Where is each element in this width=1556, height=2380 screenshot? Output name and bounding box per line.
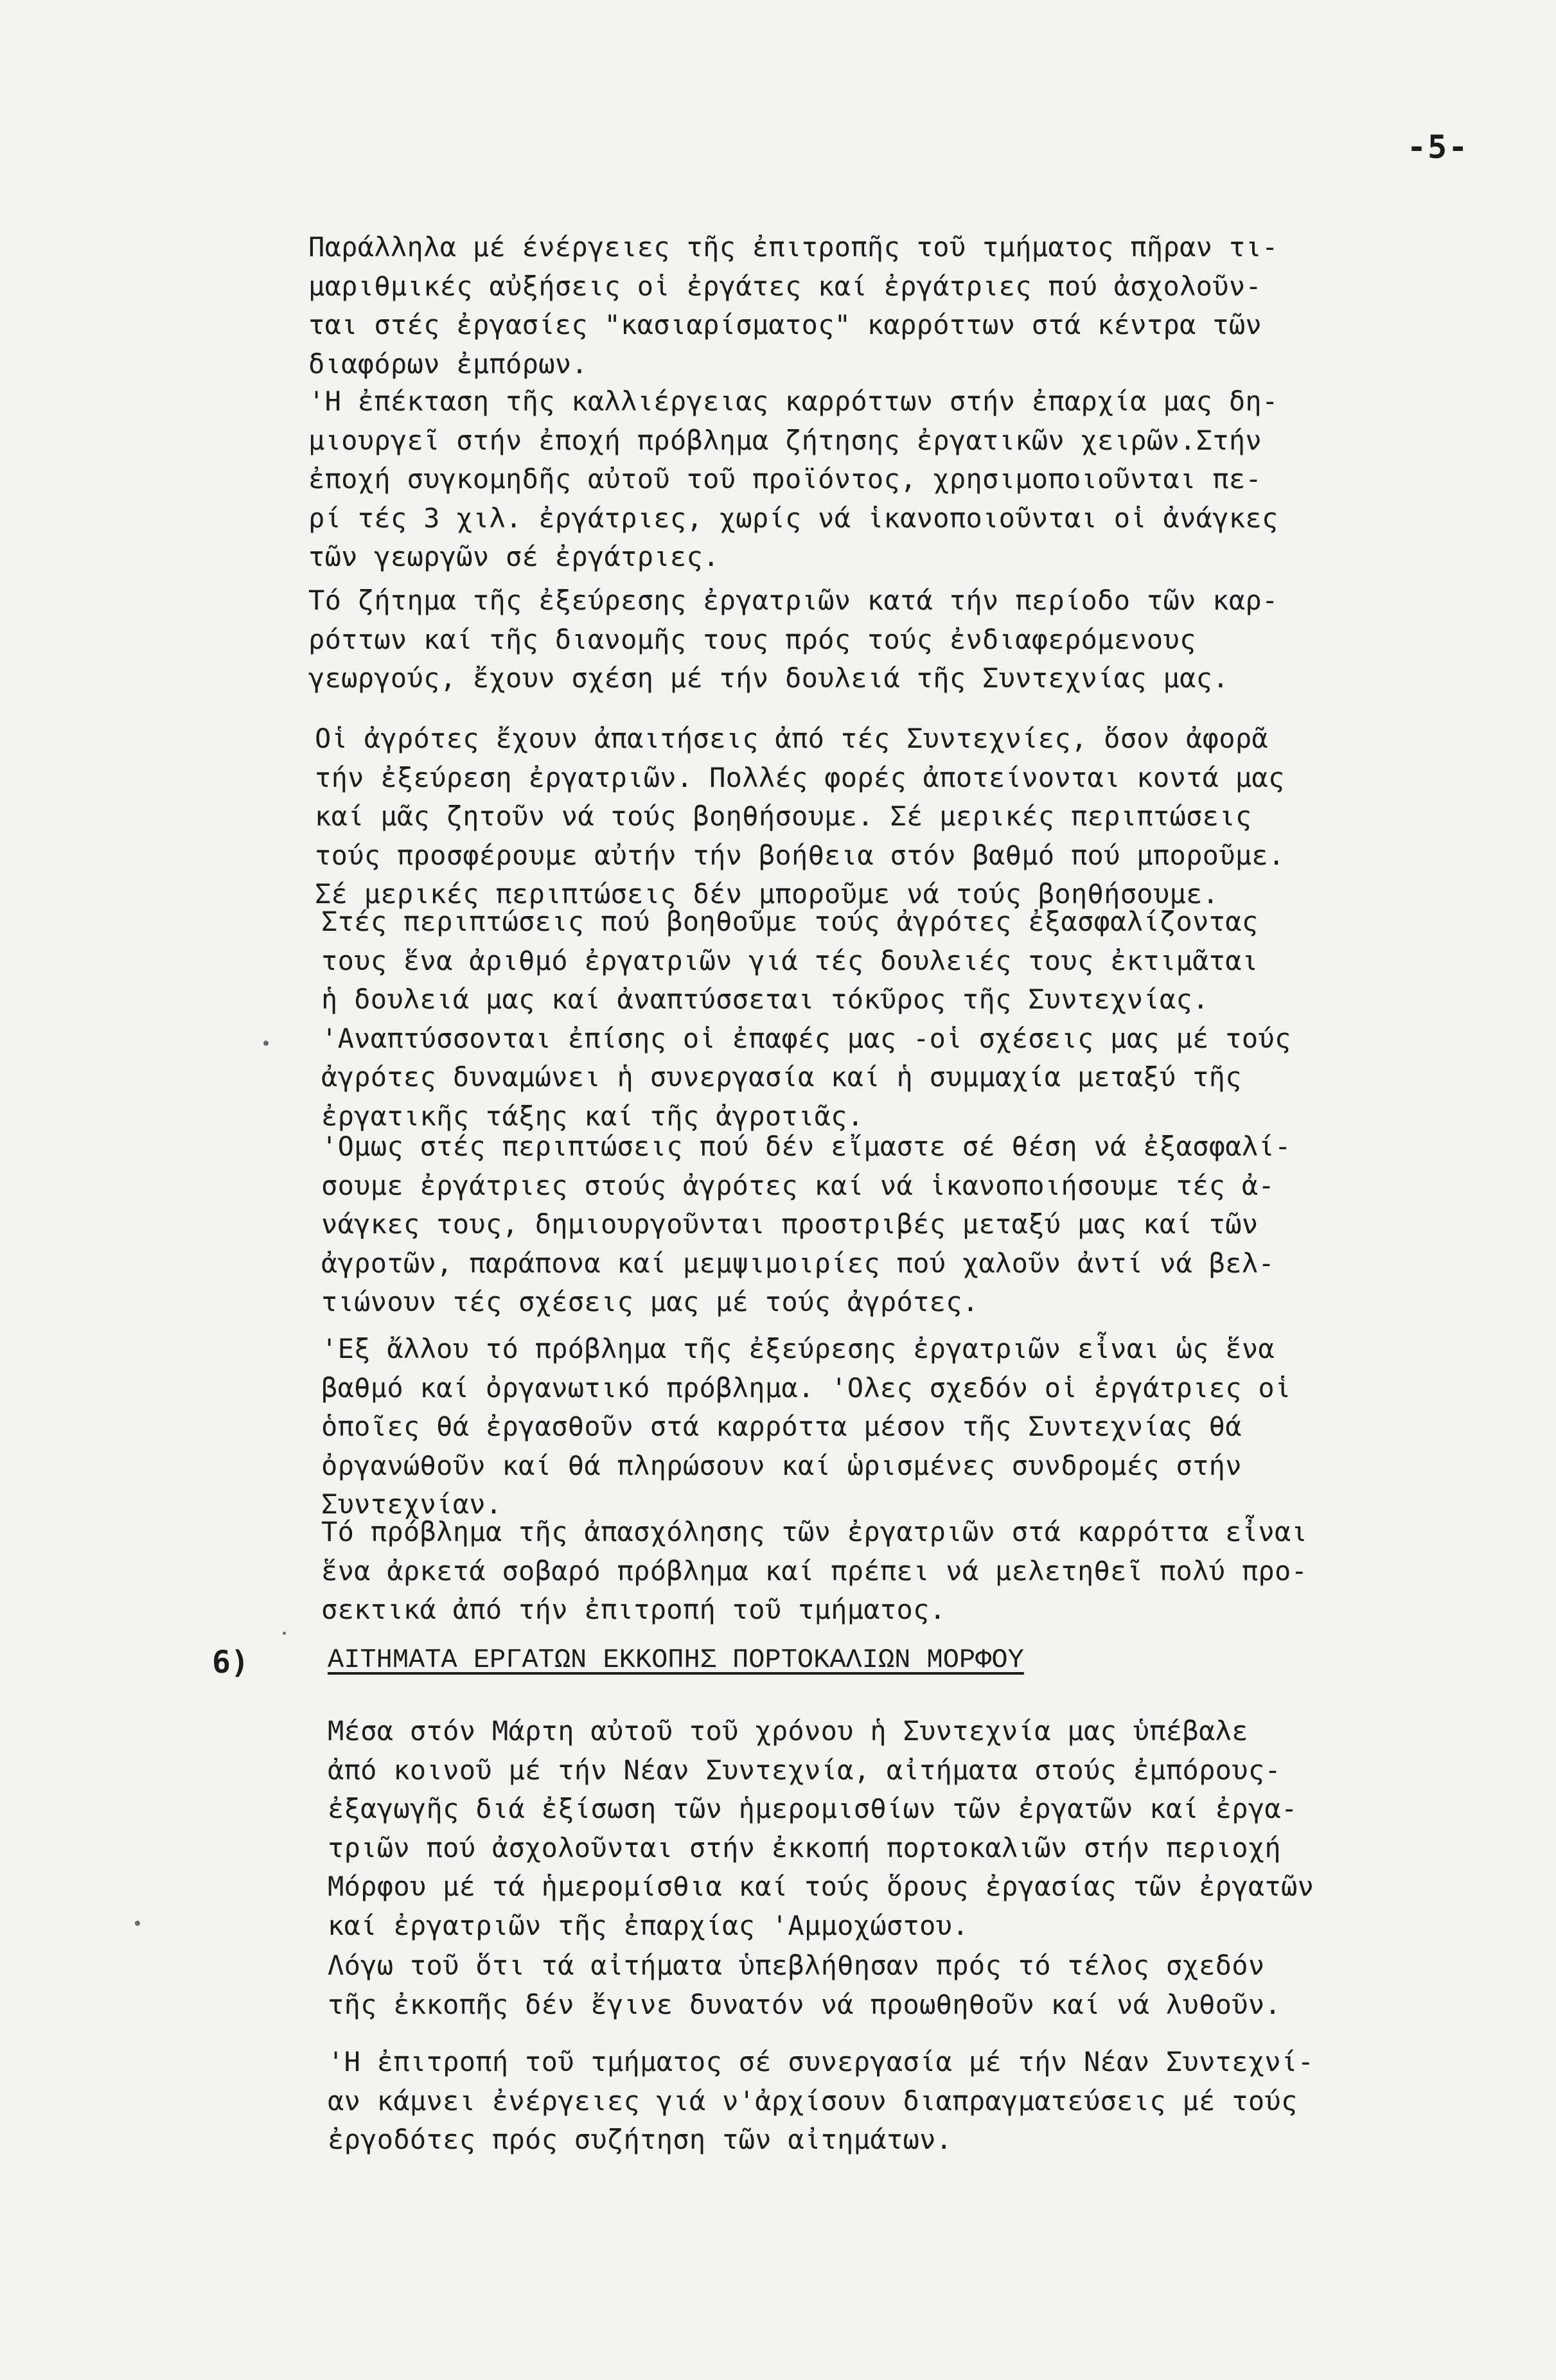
paragraph-late-submission: Λόγω τοῦ ὅτι τά αἰτήματα ὑπεβλήθησαν πρός τό τέλος σχεδόν τῆς ἐκκοπῆς δέν ἔγινε δυνατόν νά προωθηθοῦν καί νά λυθοῦν. [328, 1950, 1281, 2020]
page-number: -5- [1407, 128, 1469, 166]
section-number: 6) [212, 1644, 249, 1680]
paragraph-employment-problem: Τό πρόβλημα τῆς ἀπασχόλησης τῶν ἐργατριῶν στά καρρόττα εἶναι ἕνα ἀρκετά σοβαρό πρόβλημα καί πρέπει νά μελετηθεῖ πολύ προ- σεκτικά ἀπό τήν ἐπιτροπή τοῦ τμήματος. [321, 1516, 1308, 1625]
margin-speck [135, 1921, 140, 1926]
paragraph-helping-farmers: Στές περιπτώσεις πού βοηθοῦμε τούς ἀγρότες ἐξασφαλίζοντας τους ἕνα ἀριθμό ἐργατριῶν γιά τές δουλειές τους ἐκτιμᾶται ἡ δουλειά μας καί ἀναπτύσσεται τόκῦρος τῆς Συντεχνίας. 'Αναπτύσσονται ἐπίσης οἱ ἐπαφές μας -οἱ σχέσεις μας μέ τούς ἀγρότες δυναμώνει ἡ συνεργασία καί ἡ συμμαχία μεταξύ τῆς ἐργατικῆς τάξης καί τῆς ἀγροτιᾶς. [321, 906, 1291, 1132]
section-heading: ΑΙΤΗΜΑΤΑ ΕΡΓΑΤΩΝ ΕΚΚΟΠΗΣ ΠΟΡΤΟΚΑΛΙΩΝ ΜΟΡΦΟΥ [328, 1644, 1024, 1675]
paragraph-price-increases: Παράλληλα μέ ένέργειες τῆς ἐπιτροπῆς τοῦ τμήματος πῆραν τι- μαριθμικές αὐξήσεις οἱ ἐργάτες καί ἐργάτριες πού ἀσχολοῦν- ται στές ἐργασίες "κασιαρίσματος" καρρόττων στά κέντρα τῶν διαφόρων ἐμπόρων. [308, 231, 1278, 380]
paragraph-farmer-demands: Οἱ ἀγρότες ἔχουν ἀπαιτήσεις ἀπό τές Συντεχνίες, ὅσον ἀφορᾶ τήν ἐξεύρεση ἐργατριῶν. Πολλές φορές ἀποτείνονται κοντά μας καί μᾶς ζητοῦν νά τούς βοηθήσουμε. Σέ μερικές περιπτώσεις τούς προσφέρουμε αὐτήν τήν βοήθεια στόν βαθμό πού μποροῦμε. Σέ μερικές περιπτώσεις δέν μποροῦμε νά τούς βοηθήσουμε. [315, 723, 1285, 910]
paragraph-carrot-cultivation: 'Η ἐπέκταση τῆς καλλιέργειας καρρόττων στήν ἐπαρχία μας δη- μιουργεῖ στήν ἐποχή πρόβλημα ζήτησης ἐργατικῶν χειρῶν.Στήν ἐποχή συγκομηδῆς αὐτοῦ τοῦ προϊόντος, χρησιμοποιοῦνται πε- ρί τές 3 χιλ. ἐργάτριες, χωρίς νά ἱκανοποιοῦνται οἱ ἀνάγκες τῶν γεωργῶν σέ ἐργάτριες. [308, 385, 1278, 572]
paragraph-friction: 'Ομως στές περιπτώσεις πού δέν εἴμαστε σέ θέση νά ἐξασφαλί- σουμε ἐργάτριες στούς ἀγρότες καί νά ἱκανοποιήσουμε τές ἀ- νάγκες τους, δημιουργοῦνται προστριβές μεταξύ μας καί τῶν ἀγροτῶν, παράπονα καί μεμψιμοιρίες πού χαλοῦν ἀντί νά βελ- τιώνουν τές σχέσεις μας μέ τούς ἀγρότες. [321, 1131, 1291, 1318]
paragraph-finding-workers: Τό ζήτημα τῆς ἐξεύρεσης ἐργατριῶν κατά τήν περίοδο τῶν καρ- ρόττων καί τῆς διανομῆς τους πρός τούς ἐνδιαφερόμενους γεωργούς, ἔχουν σχέση μέ τήν δουλειά τῆς Συντεχνίας μας. [308, 585, 1278, 694]
margin-speck [283, 1632, 286, 1635]
paragraph-organizational-problem: 'Εξ ἄλλου τό πρόβλημα τῆς ἐξεύρεσης ἐργατριῶν εἶναι ὡς ἕνα βαθμό καί ὀργανωτικό πρόβλημα. 'Ολες σχεδόν οἱ ἐργάτριες οἱ ὁποῖες θά ἐργασθοῦν στά καρρόττα μέσον τῆς Συντεχνίας θά ὀργανώθοῦν καί θά πληρώσουν καί ὡρισμένες συνδρομές στήν Συντεχνίαν. [321, 1333, 1291, 1520]
paragraph-march-demands: Μέσα στόν Μάρτη αὐτοῦ τοῦ χρόνου ἡ Συντεχνία μας ὑπέβαλε ἀπό κοινοῦ μέ τήν Νέαν Συντεχνία, αἰτήματα στούς ἐμπόρους- ἐξαγωγῆς διά ἐξίσωση τῶν ἡμερομισθίων τῶν ἐργατῶν καί ἐργα- τριῶν πού ἀσχολοῦνται στήν ἐκκοπή πορτοκαλιῶν στήν περιοχή Μόρφου μέ τά ἡμερομίσθια καί τούς ὅρους ἐργασίας τῶν ἐργατῶν καί ἐργατριῶν τῆς ἐπαρχίας 'Αμμοχώστου. [328, 1715, 1314, 1941]
margin-speck [263, 1041, 269, 1046]
paragraph-negotiations: 'Η ἐπιτροπή τοῦ τμήματος σέ συνεργασία μέ τήν Νέαν Συντεχνί- αν κάμνει ἐνέργειες γιά ν'ἀρχίσουν διαπραγματεύσεις μέ τούς ἐργοδότες πρός συζήτηση τῶν αἰτημάτων. [328, 2046, 1314, 2155]
